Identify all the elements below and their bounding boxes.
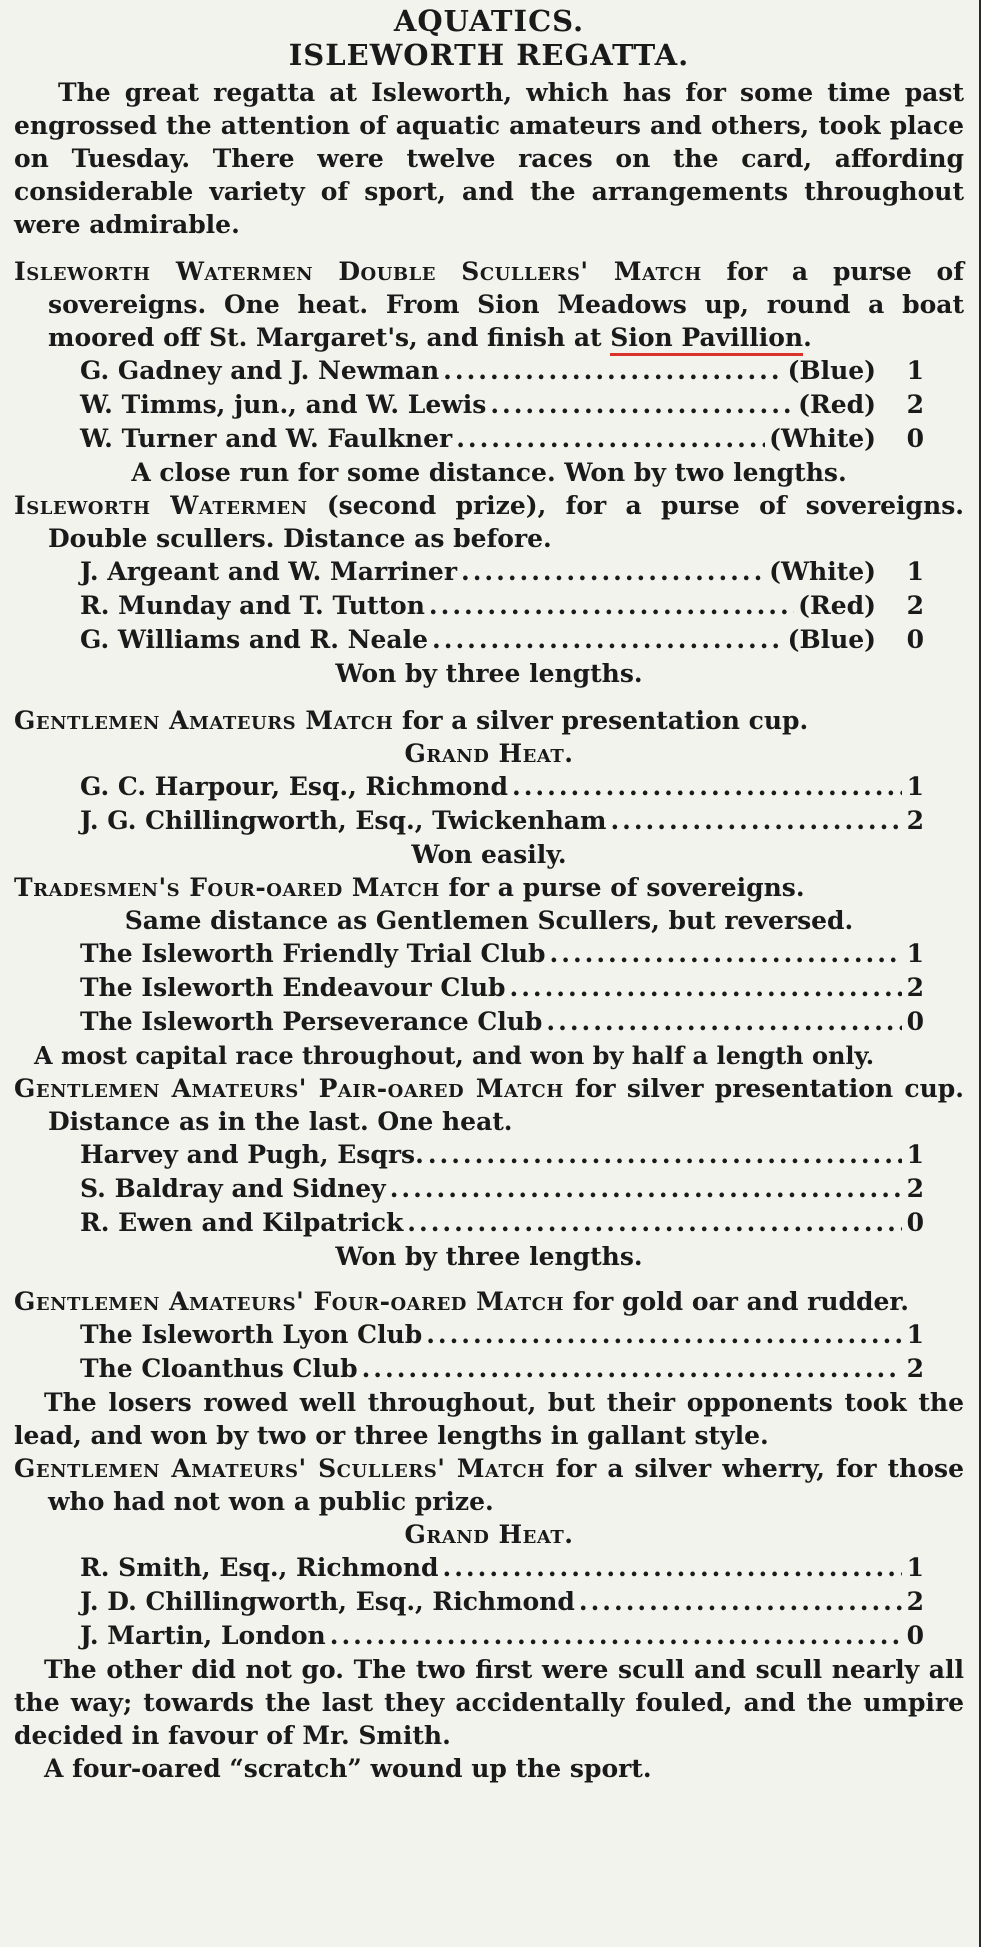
result-row (14, 1318, 964, 1352)
crew-colour: (Red) (798, 591, 876, 620)
article-heading: AQUATICS. (393, 4, 585, 38)
crew-name: The Isleworth Perseverance Club (80, 1007, 543, 1036)
race-conditions: for a purse of sovereigns. One heat. From Sion Meadows up, round a boat moored off St. Margaret's, and finish at (48, 257, 964, 352)
crew-name: R. Smith, Esq., Richmond (80, 1553, 439, 1582)
crew-name: The Isleworth Lyon Club (80, 1320, 423, 1349)
dot-leader (550, 937, 902, 971)
article (14, 4, 964, 1785)
crew-name: G. Williams and R. Neale (80, 625, 429, 654)
dot-leader (390, 1172, 902, 1206)
race-1 (14, 255, 964, 489)
article-subheading: ISLEWORTH REGATTA. (288, 38, 690, 72)
finish-position: 1 (906, 557, 924, 586)
race-6 (14, 1285, 964, 1452)
result-row (14, 422, 964, 456)
crew-name: S. Baldray and Sidney (80, 1174, 386, 1203)
finish-position: 0 (906, 1007, 924, 1036)
race-note: Won by three lengths. (335, 659, 643, 688)
closing-line: A four-oared “scratch” wound up the sport. (44, 1754, 652, 1783)
intro-paragraph: The great regatta at Isleworth, which has for some time past engrossed the attention of aquatic amateurs and others, took place on Tuesday. There were twelve races on the card, affording considerable variety of sport, and the arrangements throughout were admirable. (14, 78, 964, 239)
dot-leader (579, 1585, 902, 1619)
race-note: Won easily. (411, 840, 567, 869)
result-row (14, 1352, 964, 1386)
race-conditions: (second prize), for a purse of sovereigns. Double scullers. Distance as before. (48, 491, 964, 553)
dot-leader (429, 589, 794, 623)
result-row (14, 804, 964, 838)
race-description (14, 1285, 964, 1318)
dot-leader (610, 804, 902, 838)
crew-colour: (Blue) (787, 356, 876, 385)
race-subtitle: Grand Heat. (404, 1520, 574, 1549)
finish-position: 0 (906, 424, 924, 453)
dot-leader (546, 1005, 902, 1039)
race-5 (14, 1072, 964, 1273)
race-conditions-2: Same distance as Gentlemen Scullers, but reversed. (124, 906, 854, 935)
finish-position: 1 (906, 939, 924, 968)
race-conditions: for silver presentation cup. Distance as in the last. One heat. (48, 1074, 964, 1136)
result-row (14, 1172, 964, 1206)
race-note: A close run for some distance. Won by two lengths. (131, 458, 847, 487)
dot-leader (407, 1206, 902, 1240)
result-row (14, 623, 964, 657)
result-row (14, 388, 964, 422)
dot-leader (330, 1619, 902, 1653)
crew-name: J. G. Chillingworth, Esq., Twickenham (80, 806, 607, 835)
finish-position: 2 (906, 591, 924, 620)
race-2 (14, 489, 964, 690)
finish-position: 2 (906, 973, 924, 1002)
race-conditions: for a silver wherry, for those who had not won a public prize. (48, 1454, 964, 1516)
result-row (14, 589, 964, 623)
race-description (14, 1452, 964, 1518)
finish-position: 1 (906, 1140, 924, 1169)
dot-leader (362, 1352, 902, 1386)
dot-leader (490, 388, 794, 422)
result-row (14, 1619, 964, 1653)
finish-position: 2 (906, 806, 924, 835)
result-row (14, 1551, 964, 1585)
crew-colour: (White) (769, 557, 876, 586)
result-row (14, 555, 964, 589)
crew-colour: (Red) (798, 390, 876, 419)
race-subtitle: Grand Heat. (404, 739, 574, 768)
crew-colour: (White) (769, 424, 876, 453)
race-description (14, 489, 964, 555)
dot-leader (509, 971, 902, 1005)
crew-name: The Cloanthus Club (80, 1354, 358, 1383)
dot-leader (432, 623, 784, 657)
race-conditions: for gold oar and rudder. (564, 1287, 909, 1316)
race-conditions: for a purse of sovereigns. (439, 873, 805, 902)
race-note: A most capital race throughout, and won by half a length only. (34, 1041, 875, 1070)
race-7 (14, 1452, 964, 1752)
race-note: Won by three lengths. (335, 1242, 643, 1271)
finish-position: 0 (906, 1621, 924, 1650)
crew-name: J. Argeant and W. Marriner (80, 557, 457, 586)
result-row (14, 1138, 964, 1172)
dot-leader (512, 770, 902, 804)
race-title: Isleworth Watermen Double Scullers' Match (14, 257, 702, 286)
finish-position: 0 (906, 1208, 924, 1237)
crew-name: J. D. Chillingworth, Esq., Richmond (80, 1587, 575, 1616)
crew-name: W. Timms, jun., and W. Lewis (80, 390, 487, 419)
crew-colour: (Blue) (787, 625, 876, 654)
result-row (14, 354, 964, 388)
finish-position: 1 (906, 356, 924, 385)
underlined-venue: Sion Pavillion (610, 323, 803, 356)
race-title: Gentlemen Amateurs' Pair-oared Match (14, 1074, 564, 1103)
race-description (14, 871, 964, 904)
race-title: Gentlemen Amateurs' Scullers' Match (14, 1454, 545, 1483)
race-conditions: for a silver presentation cup. (393, 706, 809, 735)
dot-leader (461, 555, 765, 589)
race-title: Tradesmen's Four-oared Match (14, 873, 440, 902)
race-description (14, 255, 964, 354)
crew-name: R. Ewen and Kilpatrick (80, 1208, 404, 1237)
race-title: Gentlemen Amateurs' Four-oared Match (14, 1287, 565, 1316)
result-row (14, 1206, 964, 1240)
crew-name: G. C. Harpour, Esq., Richmond (80, 772, 508, 801)
crew-name: R. Munday and T. Tutton (80, 591, 425, 620)
crew-name: G. Gadney and J. Newman (80, 356, 440, 385)
finish-position: 2 (906, 1354, 924, 1383)
dot-leader (443, 354, 783, 388)
result-row (14, 1005, 964, 1039)
dot-leader (426, 1318, 902, 1352)
race-conditions-end: . (803, 323, 812, 352)
race-description (14, 704, 964, 737)
dot-leader (456, 422, 765, 456)
finish-position: 1 (906, 1553, 924, 1582)
finish-position: 0 (906, 625, 924, 654)
race-description (14, 1072, 964, 1138)
finish-position: 2 (906, 1587, 924, 1616)
dot-leader (443, 1551, 903, 1585)
crew-name: W. Turner and W. Faulkner (80, 424, 453, 453)
finish-position: 2 (906, 390, 924, 419)
race-title: Gentlemen Amateurs Match (14, 706, 394, 735)
crew-name: J. Martin, London (80, 1621, 326, 1650)
result-row (14, 1585, 964, 1619)
crew-name: The Isleworth Endeavour Club (80, 973, 506, 1002)
result-row (14, 937, 964, 971)
crew-name: Harvey and Pugh, Esqrs. (80, 1140, 424, 1169)
finish-position: 1 (906, 1320, 924, 1349)
finish-position: 2 (906, 1174, 924, 1203)
race-title: Isleworth Watermen (14, 491, 308, 520)
result-row (14, 770, 964, 804)
finish-position: 1 (906, 772, 924, 801)
race-note: The other did not go. The two first were scull and scull nearly all the way; towards the last they accidentally fouled, and the umpire decided in favour of Mr. Smith. (14, 1655, 964, 1750)
race-4 (14, 871, 964, 1072)
crew-name: The Isleworth Friendly Trial Club (80, 939, 546, 968)
result-row (14, 971, 964, 1005)
race-3 (14, 704, 964, 871)
dot-leader (428, 1138, 902, 1172)
race-note: The losers rowed well throughout, but their opponents took the lead, and won by two or three lengths in gallant style. (14, 1388, 964, 1450)
